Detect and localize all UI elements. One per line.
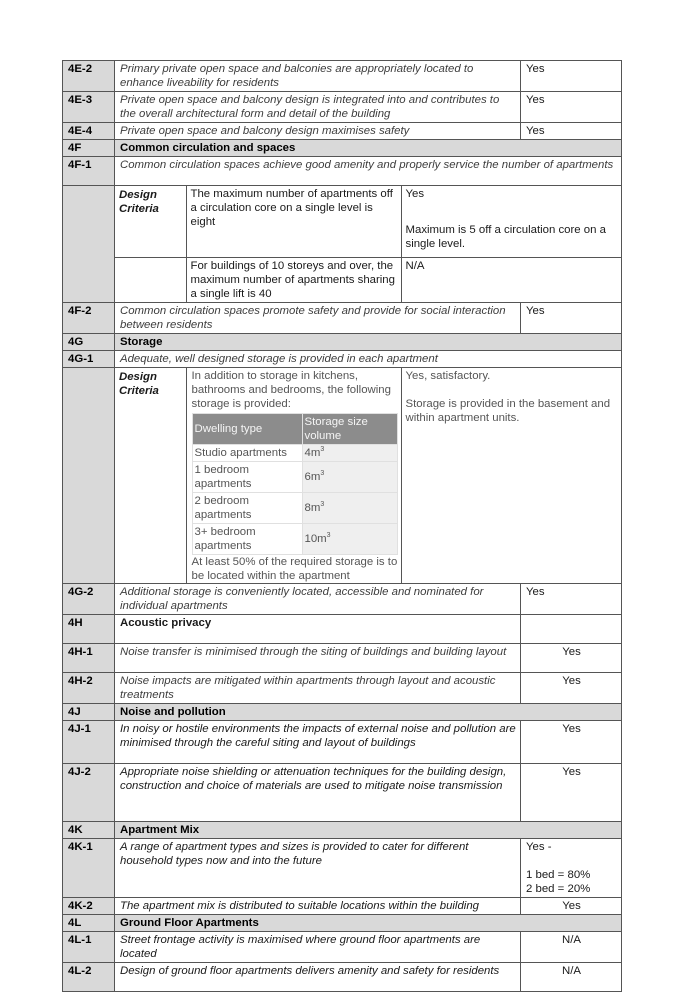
row-code: 4L-1 — [63, 931, 115, 962]
row-objective: Primary private open space and balconies are appropriately located to enhance liveability for residents — [115, 61, 521, 92]
section-heading: Apartment Mix — [115, 821, 622, 838]
section-heading-row — [63, 703, 622, 720]
section-code: 4G — [63, 333, 115, 350]
row-code: 4E-2 — [63, 61, 115, 92]
empty-cell — [63, 367, 115, 583]
row-objective: Common circulation spaces promote safety and provide for social interaction between residents — [115, 302, 521, 333]
section-heading-row — [63, 821, 622, 838]
row-result: Yes — [521, 123, 622, 140]
dwelling-type: 1 bedroom apartments — [192, 461, 302, 492]
result-status: Yes - — [526, 840, 552, 853]
row-code: 4J-1 — [63, 720, 115, 763]
table-row — [63, 897, 622, 914]
row-result: Yes — [521, 763, 622, 821]
row-objective: Noise impacts are mitigated within apartments through layout and acoustic treatments — [115, 672, 521, 703]
row-code: 4H-2 — [63, 672, 115, 703]
table-row — [63, 962, 622, 991]
table-row — [63, 123, 622, 140]
storage-volume: $6m^3$ — [302, 461, 397, 492]
criterion-result — [401, 368, 621, 583]
section-heading-row — [63, 333, 622, 350]
row-result: Yes — [521, 302, 622, 333]
table-row — [63, 763, 622, 821]
design-criteria-label: Design Criteria — [115, 368, 186, 583]
section-heading-row — [63, 914, 622, 931]
design-criteria-row — [63, 367, 622, 583]
empty-cell — [521, 614, 622, 643]
design-criteria-label: Design Criteria — [115, 186, 186, 257]
storage-volume: $4m^3$ — [302, 444, 397, 461]
criterion-result-note: Maximum is 5 off a circulation core on a single level. — [405, 224, 606, 250]
row-code: 4L-2 — [63, 962, 115, 991]
section-heading: Storage — [115, 333, 622, 350]
result-mix-2bed: 2 bed = 20% — [526, 882, 591, 895]
row-code: 4E-4 — [63, 123, 115, 140]
criterion-text: The maximum number of apartments off a circulation core on a single level is eight — [186, 186, 401, 257]
row-objective: Appropriate noise shielding or attenuation techniques for the building design, construction and choice of materials are used to mitigate noise transmission — [115, 763, 521, 821]
row-code: 4E-3 — [63, 92, 115, 123]
design-criteria-row — [63, 186, 622, 303]
row-result: Yes — [521, 61, 622, 92]
row-result — [521, 838, 622, 897]
storage-table — [192, 413, 398, 555]
row-objective: Adequate, well designed storage is provided in each apartment — [115, 350, 622, 367]
row-code: 4G-1 — [63, 350, 115, 367]
row-code: 4J-2 — [63, 763, 115, 821]
table-row — [63, 61, 622, 92]
row-objective: Street frontage activity is maximised where ground floor apartments are located — [115, 931, 521, 962]
dwelling-type: 2 bedroom apartments — [192, 492, 302, 523]
section-heading-row — [63, 140, 622, 157]
storage-volume: $10m^3$ — [302, 523, 397, 554]
section-code: 4L — [63, 914, 115, 931]
criterion-result — [401, 186, 621, 257]
table-row — [63, 643, 622, 672]
storage-volume: $8m^3$ — [302, 492, 397, 523]
criterion-result-status: Yes, satisfactory. — [405, 369, 491, 382]
storage-col-volume: Storage size volume — [302, 413, 397, 444]
row-result: Yes — [521, 720, 622, 763]
table-row — [63, 672, 622, 703]
row-objective: Private open space and balcony design is integrated into and contributes to the overall architectural form and detail of the building — [115, 92, 521, 123]
row-result: Yes — [521, 643, 622, 672]
dwelling-type: 3+ bedroom apartments — [192, 523, 302, 554]
row-objective: Common circulation spaces achieve good amenity and properly service the number of apartments — [115, 157, 622, 186]
design-criteria-table — [115, 368, 621, 583]
row-result: N/A — [521, 962, 622, 991]
table-row — [63, 302, 622, 333]
row-code: 4H-1 — [63, 643, 115, 672]
row-result: Yes — [521, 672, 622, 703]
row-result: N/A — [521, 931, 622, 962]
row-code: 4K-2 — [63, 897, 115, 914]
row-code: 4F-1 — [63, 157, 115, 186]
row-objective: Private open space and balcony design maximises safety — [115, 123, 521, 140]
row-objective: Noise transfer is minimised through the siting of buildings and building layout — [115, 643, 521, 672]
empty-cell — [115, 257, 186, 302]
design-criteria-table — [115, 186, 621, 302]
criterion-result: N/A — [401, 257, 621, 302]
criterion-intro: In addition to storage in kitchens, bathrooms and bedrooms, the following storage is provided: — [191, 369, 391, 410]
section-heading: Acoustic privacy — [115, 614, 521, 643]
table-row — [63, 350, 622, 367]
section-heading: Ground Floor Apartments — [115, 914, 622, 931]
table-row — [63, 583, 622, 614]
section-code: 4K — [63, 821, 115, 838]
row-objective: In noisy or hostile environments the impacts of external noise and pollution are minimised through the careful siting and layout of buildings — [115, 720, 521, 763]
section-heading-row — [63, 614, 622, 643]
result-mix-1bed: 1 bed = 80% — [526, 868, 591, 881]
row-result: Yes — [521, 92, 622, 123]
row-objective: The apartment mix is distributed to suitable locations within the building — [115, 897, 521, 914]
table-row — [63, 92, 622, 123]
criterion-text: For buildings of 10 storeys and over, the maximum number of apartments sharing a single lift is 40 — [186, 257, 401, 302]
row-objective: A range of apartment types and sizes is provided to cater for different household types now and into the future — [115, 838, 521, 897]
row-objective: Additional storage is conveniently located, accessible and nominated for individual apartments — [115, 583, 521, 614]
row-result: Yes — [521, 583, 622, 614]
section-heading: Common circulation and spaces — [115, 140, 622, 157]
table-row — [63, 157, 622, 186]
row-code: 4G-2 — [63, 583, 115, 614]
table-row — [63, 838, 622, 897]
row-result: Yes — [521, 897, 622, 914]
section-code: 4H — [63, 614, 115, 643]
criterion-note: At least 50% of the required storage is to be located within the apartment — [191, 555, 398, 582]
dwelling-type: Studio apartments — [192, 444, 302, 461]
empty-cell — [63, 186, 115, 303]
section-code: 4J — [63, 703, 115, 720]
section-code: 4F — [63, 140, 115, 157]
row-objective: Design of ground floor apartments delivers amenity and safety for residents — [115, 962, 521, 991]
storage-col-dwelling: Dwelling type — [192, 413, 302, 444]
criterion-result-note: Storage is provided in the basement and within apartment units. — [405, 397, 611, 424]
row-code: 4F-2 — [63, 302, 115, 333]
compliance-table — [62, 60, 622, 992]
row-code: 4K-1 — [63, 838, 115, 897]
table-row — [63, 931, 622, 962]
section-heading: Noise and pollution — [115, 703, 622, 720]
table-row — [63, 720, 622, 763]
criterion-result-status: Yes — [405, 188, 425, 200]
